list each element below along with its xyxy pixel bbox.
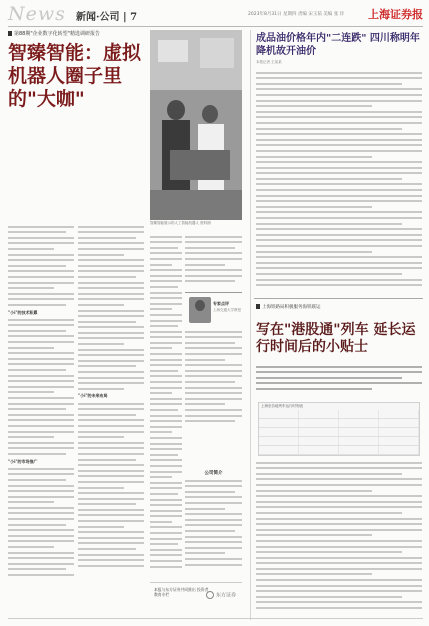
expert-avatar [189,297,211,323]
right-top-byline: 本报记者 王某某 [256,60,282,64]
left-column-4-top [185,232,242,290]
left-column-3 [150,232,182,580]
right-bottom-body [256,458,422,616]
subhead-2: "小i"的市场推广 [8,458,38,464]
right-top-title: 成品油价格年内"二连跌" 四川称明年降机故开油价 [256,33,420,57]
right-top-body [256,68,422,294]
newspaper-logo: 上海证券报 [368,8,423,21]
section-title: 新闻·公司 | 7 [76,12,138,23]
expert-text [185,327,242,431]
right-bottom-title: 写在"港股通"列车 延长运行时间后的小贴士 [256,322,416,355]
expert-name: 专家点评 [213,301,229,306]
right-bottom-lead [256,362,422,400]
timetable-title: 上海至各地列车运行时刻表 [261,404,303,408]
column-divider [250,30,251,620]
masthead [8,4,423,27]
left-kicker-text: 第88期"企业数字化转型"精选调研报告 [14,31,100,37]
right-bottom-kicker [256,304,321,310]
left-column-2 [78,222,144,614]
ad-logo: 东方证券 [206,591,236,599]
expert-box [185,292,242,433]
subhead-3: "小i"的未来布局 [78,393,108,399]
left-kicker [8,30,100,37]
company-note-text [185,476,242,576]
photo-caption: 智臻智能展示的人工智能机器人 资料图 [150,221,211,225]
left-article-title: 智臻智能：虚拟机器人圈子里的"大咖" [8,42,142,110]
issue-meta: 2023年8月31日 星期四 责编 宋玉茹 美编 张 洋 [248,12,345,17]
left-column-1 [8,222,74,614]
brand-logo: News [8,3,66,25]
expert-title: 上海交通大学教授 [213,308,241,312]
company-note [185,470,242,576]
company-note-title: 公司简介 [204,471,223,476]
timetable [258,402,420,456]
subhead-1: "小i"的技术积累 [8,309,38,315]
right-bottom-kicker-text: 上海铁路局积极服务海铁联运 [262,305,321,310]
right-section-divider [254,298,423,299]
ad-text: 本报与东方证券共同推出 投资者教育专栏 [154,587,209,597]
page-footer-rule [8,618,423,619]
article-photo [150,30,242,220]
ad-box [150,582,242,621]
